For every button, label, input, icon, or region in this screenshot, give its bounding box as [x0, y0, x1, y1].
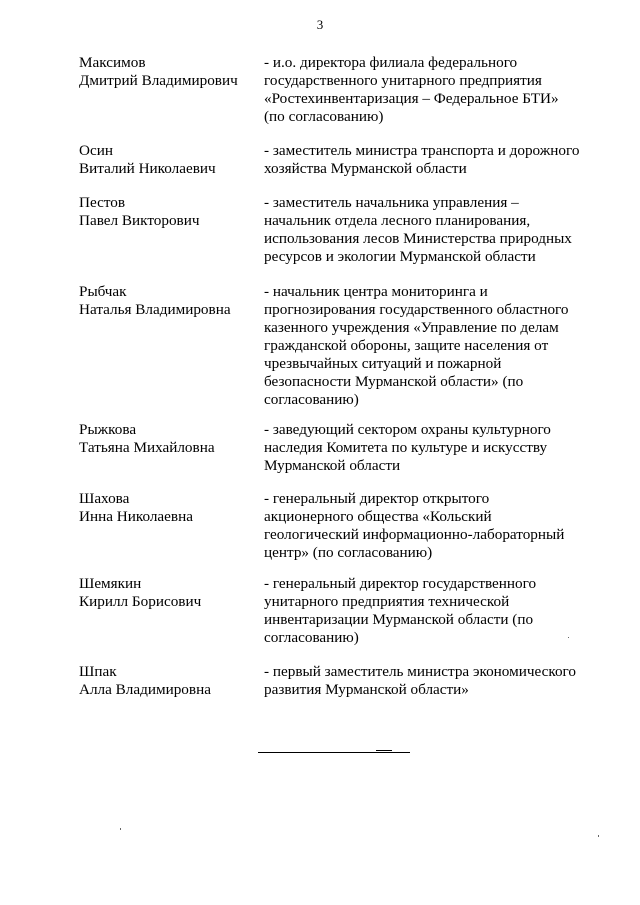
member-surname: Рыжкова: [79, 421, 137, 438]
member-role-line: - генеральный директор открытого: [264, 490, 490, 507]
member-surname: Осин: [79, 142, 113, 159]
member-surname: Шемякин: [79, 575, 142, 592]
member-role: [264, 194, 594, 266]
member-role-line: геологический информационно-лабораторный: [264, 526, 565, 543]
member-name: [79, 142, 254, 178]
member-surname: Максимов: [79, 54, 146, 71]
member-role: [264, 575, 594, 647]
scan-speck: [120, 828, 121, 830]
member-role-line: инвентаризации Мурманской области (по: [264, 611, 534, 628]
member-role-line: безопасности Мурманской области» (по: [264, 373, 524, 390]
member-role-line: чрезвычайных ситуаций и пожарной: [264, 355, 502, 372]
member-role-line: - и.о. директора филиала федерального: [264, 54, 518, 71]
member-role-line: Мурманской области: [264, 457, 401, 474]
member-given-names: Дмитрий Владимирович: [79, 72, 238, 89]
member-role-line: - начальник центра мониторинга и: [264, 283, 488, 300]
scan-speck: [568, 637, 569, 638]
end-rule: [258, 752, 410, 753]
member-name: [79, 54, 254, 90]
member-role: [264, 283, 594, 409]
member-given-names: Павел Викторович: [79, 212, 200, 229]
member-role-line: - заместитель начальника управления –: [264, 194, 519, 211]
member-surname: Рыбчак: [79, 283, 127, 300]
member-given-names: Наталья Владимировна: [79, 301, 231, 318]
member-role-line: унитарного предприятия технической: [264, 593, 510, 610]
member-role: [264, 142, 594, 178]
member-given-names: Инна Николаевна: [79, 508, 193, 525]
member-name: [79, 575, 254, 611]
member-role-line: начальник отдела лесного планирования,: [264, 212, 531, 229]
member-given-names: Кирилл Борисович: [79, 593, 202, 610]
member-role: [264, 421, 594, 475]
member-role-line: центр» (по согласованию): [264, 544, 433, 561]
member-role-line: государственного унитарного предприятия: [264, 72, 542, 89]
member-role-line: «Ростехинвентаризация – Федеральное БТИ»: [264, 90, 559, 107]
member-role-line: казенного учреждения «Управление по делам: [264, 319, 559, 336]
member-role-line: прогнозирования государственного областного: [264, 301, 569, 318]
member-name: [79, 490, 254, 526]
member-role-line: - заведующий сектором охраны культурного: [264, 421, 551, 438]
member-name: [79, 663, 254, 699]
member-surname: Пестов: [79, 194, 126, 211]
member-role-line: согласованию): [264, 629, 359, 646]
member-role-line: хозяйства Мурманской области: [264, 160, 467, 177]
member-role: [264, 490, 594, 562]
member-role-line: согласованию): [264, 391, 359, 408]
member-role-line: (по согласованию): [264, 108, 384, 125]
member-name: [79, 194, 254, 230]
member-given-names: Татьяна Михайловна: [79, 439, 215, 456]
page-number: 3: [316, 17, 324, 32]
member-role-line: развития Мурманской области»: [264, 681, 469, 698]
member-role-line: ресурсов и экологии Мурманской области: [264, 248, 536, 265]
member-role-line: - заместитель министра транспорта и дорожного: [264, 142, 580, 159]
member-role-line: гражданской обороны, защите населения от: [264, 337, 549, 354]
member-role-line: - генеральный директор государственного: [264, 575, 537, 592]
end-rule-mark: [376, 750, 392, 751]
member-role: [264, 663, 594, 699]
member-name: [79, 421, 254, 457]
scan-speck: [598, 835, 599, 837]
member-name: [79, 283, 254, 319]
member-role-line: акционерного общества «Кольский: [264, 508, 492, 525]
member-role: [264, 54, 594, 126]
member-role-line: наследия Комитета по культуре и искусству: [264, 439, 548, 456]
member-given-names: Алла Владимировна: [79, 681, 211, 698]
member-surname: Шахова: [79, 490, 130, 507]
member-role-line: использования лесов Министерства природных: [264, 230, 572, 247]
member-surname: Шпак: [79, 663, 117, 680]
member-role-line: - первый заместитель министра экономического: [264, 663, 576, 680]
member-given-names: Виталий Николаевич: [79, 160, 216, 177]
